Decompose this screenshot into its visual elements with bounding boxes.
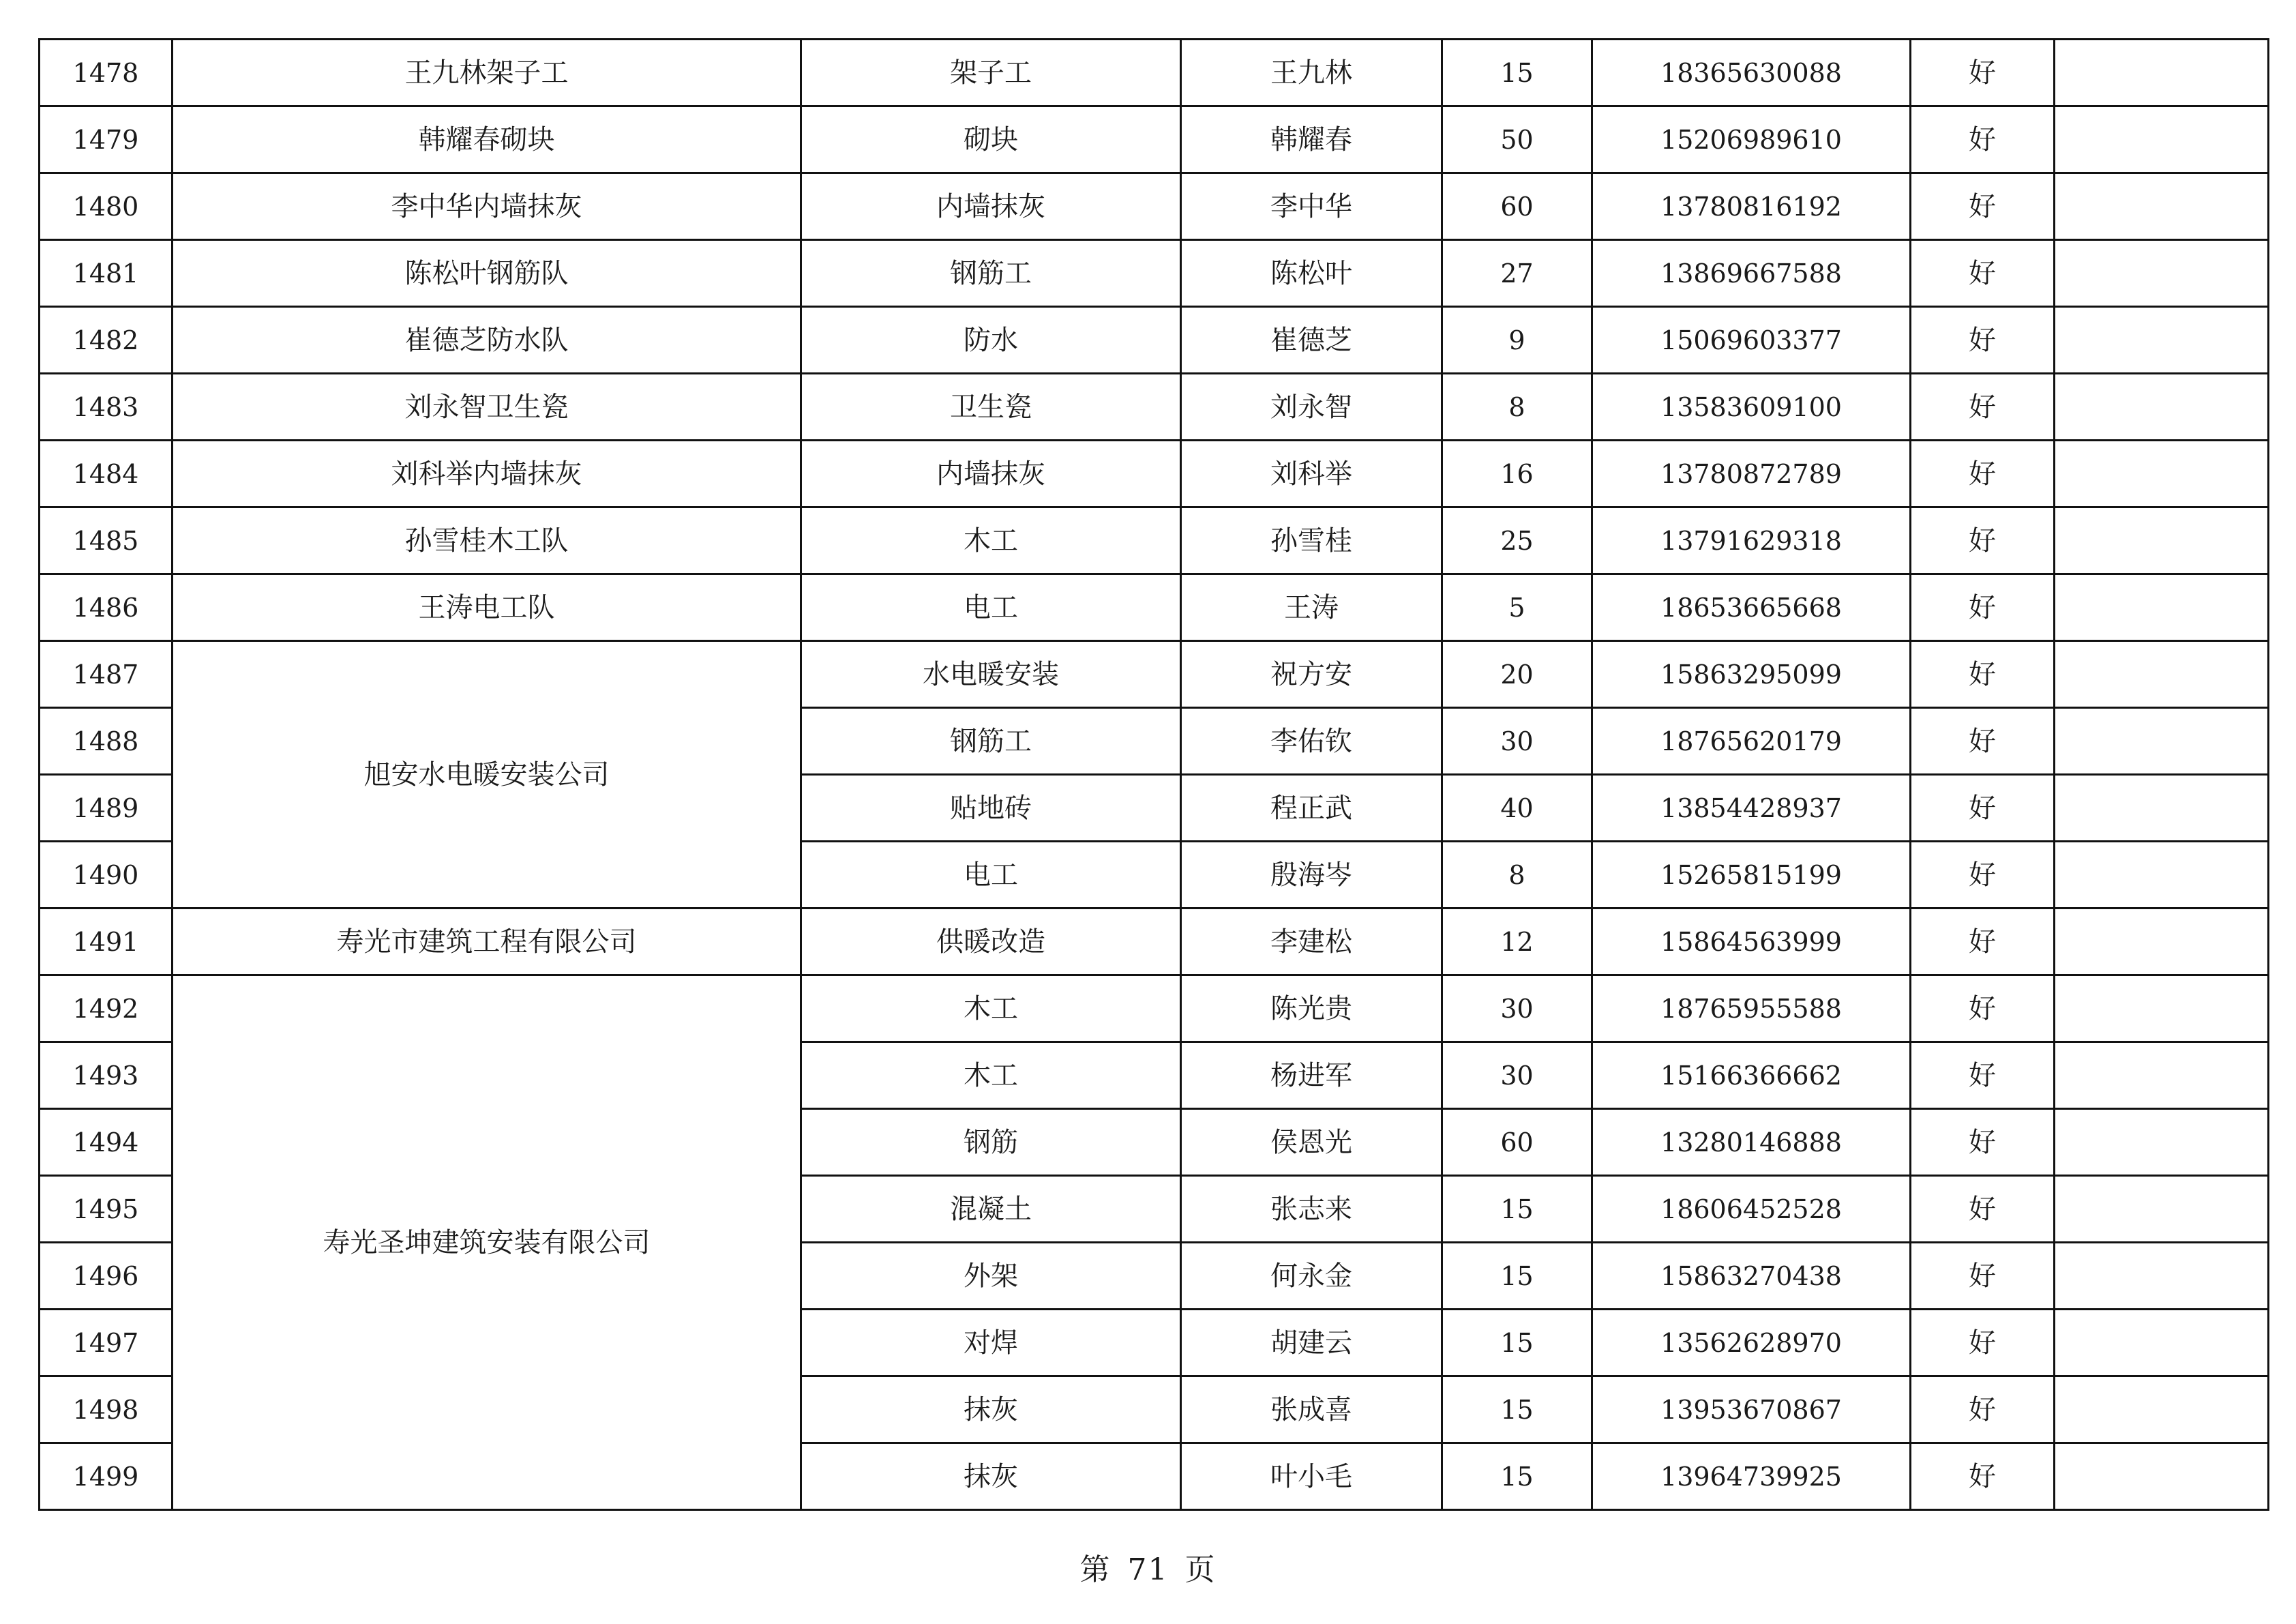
organization-cell: 刘永智卫生瓷 xyxy=(173,374,801,441)
row-number: 1489 xyxy=(40,775,173,842)
phone-cell: 15069603377 xyxy=(1592,307,1911,374)
table-row xyxy=(40,240,2269,307)
rating-cell: 好 xyxy=(1911,1376,2055,1443)
worker-count-cell: 60 xyxy=(1442,173,1592,240)
remark-cell xyxy=(2055,975,2269,1042)
work-type-cell: 对焊 xyxy=(801,1310,1181,1376)
remark-cell xyxy=(2055,507,2269,574)
row-number: 1487 xyxy=(40,641,173,708)
rating-cell: 好 xyxy=(1911,641,2055,708)
contact-name-cell: 李佑钦 xyxy=(1181,708,1442,775)
contractor-table xyxy=(38,38,2269,1511)
worker-count-cell: 30 xyxy=(1442,1042,1592,1109)
phone-cell: 18606452528 xyxy=(1592,1176,1911,1243)
phone-cell: 13280146888 xyxy=(1592,1109,1911,1176)
remark-cell xyxy=(2055,574,2269,641)
phone-cell: 15206989610 xyxy=(1592,106,1911,173)
contact-name-cell: 王涛 xyxy=(1181,574,1442,641)
row-number: 1482 xyxy=(40,307,173,374)
row-number: 1493 xyxy=(40,1042,173,1109)
rating-cell: 好 xyxy=(1911,1176,2055,1243)
rating-cell: 好 xyxy=(1911,775,2055,842)
row-number: 1480 xyxy=(40,173,173,240)
work-type-cell: 抹灰 xyxy=(801,1443,1181,1510)
rating-cell: 好 xyxy=(1911,507,2055,574)
remark-cell xyxy=(2055,641,2269,708)
contact-name-cell: 韩耀春 xyxy=(1181,106,1442,173)
remark-cell xyxy=(2055,1042,2269,1109)
table-row xyxy=(40,40,2269,106)
phone-cell: 15863270438 xyxy=(1592,1243,1911,1310)
phone-cell: 13780872789 xyxy=(1592,441,1911,507)
worker-count-cell: 50 xyxy=(1442,106,1592,173)
row-number: 1490 xyxy=(40,842,173,909)
page-footer xyxy=(0,1545,2296,1589)
rating-cell: 好 xyxy=(1911,909,2055,975)
remark-cell xyxy=(2055,1376,2269,1443)
rating-cell: 好 xyxy=(1911,842,2055,909)
work-type-cell: 木工 xyxy=(801,507,1181,574)
worker-count-cell: 12 xyxy=(1442,909,1592,975)
organization-cell: 寿光市建筑工程有限公司 xyxy=(173,909,801,975)
work-type-cell: 架子工 xyxy=(801,40,1181,106)
work-type-cell: 木工 xyxy=(801,1042,1181,1109)
phone-cell: 15863295099 xyxy=(1592,641,1911,708)
rating-cell: 好 xyxy=(1911,307,2055,374)
worker-count-cell: 15 xyxy=(1442,1443,1592,1510)
contact-name-cell: 叶小毛 xyxy=(1181,1443,1442,1510)
remark-cell xyxy=(2055,441,2269,507)
row-number: 1479 xyxy=(40,106,173,173)
contact-name-cell: 祝方安 xyxy=(1181,641,1442,708)
remark-cell xyxy=(2055,40,2269,106)
organization-cell: 陈松叶钢筋队 xyxy=(173,240,801,307)
remark-cell xyxy=(2055,1176,2269,1243)
phone-cell: 15166366662 xyxy=(1592,1042,1911,1109)
row-number: 1498 xyxy=(40,1376,173,1443)
phone-cell: 18653665668 xyxy=(1592,574,1911,641)
remark-cell xyxy=(2055,1310,2269,1376)
rating-cell: 好 xyxy=(1911,106,2055,173)
remark-cell xyxy=(2055,708,2269,775)
worker-count-cell: 15 xyxy=(1442,1376,1592,1443)
contact-name-cell: 侯恩光 xyxy=(1181,1109,1442,1176)
table-body xyxy=(40,40,2269,1510)
work-type-cell: 内墙抹灰 xyxy=(801,173,1181,240)
row-number: 1484 xyxy=(40,441,173,507)
organization-cell: 王涛电工队 xyxy=(173,574,801,641)
table-row xyxy=(40,909,2269,975)
phone-cell: 15864563999 xyxy=(1592,909,1911,975)
row-number: 1495 xyxy=(40,1176,173,1243)
row-number: 1499 xyxy=(40,1443,173,1510)
organization-cell: 孙雪桂木工队 xyxy=(173,507,801,574)
phone-cell: 18365630088 xyxy=(1592,40,1911,106)
worker-count-cell: 20 xyxy=(1442,641,1592,708)
phone-cell: 13953670867 xyxy=(1592,1376,1911,1443)
row-number: 1491 xyxy=(40,909,173,975)
contact-name-cell: 崔德芝 xyxy=(1181,307,1442,374)
remark-cell xyxy=(2055,775,2269,842)
work-type-cell: 钢筋工 xyxy=(801,708,1181,775)
remark-cell xyxy=(2055,307,2269,374)
row-number: 1485 xyxy=(40,507,173,574)
work-type-cell: 供暖改造 xyxy=(801,909,1181,975)
rating-cell: 好 xyxy=(1911,374,2055,441)
work-type-cell: 砌块 xyxy=(801,106,1181,173)
remark-cell xyxy=(2055,1243,2269,1310)
work-type-cell: 钢筋 xyxy=(801,1109,1181,1176)
rating-cell: 好 xyxy=(1911,1042,2055,1109)
work-type-cell: 贴地砖 xyxy=(801,775,1181,842)
work-type-cell: 卫生瓷 xyxy=(801,374,1181,441)
row-number: 1486 xyxy=(40,574,173,641)
remark-cell xyxy=(2055,909,2269,975)
page-number: 71 xyxy=(1127,1552,1169,1587)
rating-cell: 好 xyxy=(1911,708,2055,775)
worker-count-cell: 25 xyxy=(1442,507,1592,574)
worker-count-cell: 8 xyxy=(1442,374,1592,441)
phone-cell: 18765955588 xyxy=(1592,975,1911,1042)
organization-cell: 寿光圣坤建筑安装有限公司 xyxy=(173,975,801,1510)
contact-name-cell: 殷海岑 xyxy=(1181,842,1442,909)
rating-cell: 好 xyxy=(1911,40,2055,106)
contact-name-cell: 程正武 xyxy=(1181,775,1442,842)
work-type-cell: 外架 xyxy=(801,1243,1181,1310)
table-row xyxy=(40,507,2269,574)
contact-name-cell: 李建松 xyxy=(1181,909,1442,975)
work-type-cell: 钢筋工 xyxy=(801,240,1181,307)
work-type-cell: 电工 xyxy=(801,842,1181,909)
phone-cell: 13869667588 xyxy=(1592,240,1911,307)
phone-cell: 18765620179 xyxy=(1592,708,1911,775)
page-label-suffix: 页 xyxy=(1184,1552,1217,1587)
remark-cell xyxy=(2055,106,2269,173)
contact-name-cell: 王九林 xyxy=(1181,40,1442,106)
row-number: 1497 xyxy=(40,1310,173,1376)
remark-cell xyxy=(2055,240,2269,307)
remark-cell xyxy=(2055,1443,2269,1510)
work-type-cell: 水电暖安装 xyxy=(801,641,1181,708)
contact-name-cell: 孙雪桂 xyxy=(1181,507,1442,574)
organization-cell: 王九林架子工 xyxy=(173,40,801,106)
row-number: 1483 xyxy=(40,374,173,441)
organization-cell: 旭安水电暖安装公司 xyxy=(173,641,801,909)
phone-cell: 13562628970 xyxy=(1592,1310,1911,1376)
organization-cell: 韩耀春砌块 xyxy=(173,106,801,173)
table-row xyxy=(40,574,2269,641)
contact-name-cell: 杨进军 xyxy=(1181,1042,1442,1109)
worker-count-cell: 16 xyxy=(1442,441,1592,507)
worker-count-cell: 15 xyxy=(1442,40,1592,106)
worker-count-cell: 8 xyxy=(1442,842,1592,909)
rating-cell: 好 xyxy=(1911,240,2055,307)
phone-cell: 13964739925 xyxy=(1592,1443,1911,1510)
table-row xyxy=(40,441,2269,507)
phone-cell: 13583609100 xyxy=(1592,374,1911,441)
row-number: 1481 xyxy=(40,240,173,307)
rating-cell: 好 xyxy=(1911,1109,2055,1176)
table-row xyxy=(40,641,2269,708)
worker-count-cell: 9 xyxy=(1442,307,1592,374)
row-number: 1488 xyxy=(40,708,173,775)
organization-cell: 崔德芝防水队 xyxy=(173,307,801,374)
page-label-prefix: 第 xyxy=(1079,1552,1112,1587)
work-type-cell: 电工 xyxy=(801,574,1181,641)
table-row xyxy=(40,106,2269,173)
row-number: 1478 xyxy=(40,40,173,106)
phone-cell: 13791629318 xyxy=(1592,507,1911,574)
table-row xyxy=(40,374,2269,441)
row-number: 1496 xyxy=(40,1243,173,1310)
worker-count-cell: 30 xyxy=(1442,975,1592,1042)
table-row xyxy=(40,975,2269,1042)
worker-count-cell: 15 xyxy=(1442,1176,1592,1243)
work-type-cell: 防水 xyxy=(801,307,1181,374)
row-number: 1492 xyxy=(40,975,173,1042)
work-type-cell: 混凝土 xyxy=(801,1176,1181,1243)
rating-cell: 好 xyxy=(1911,975,2055,1042)
contact-name-cell: 何永金 xyxy=(1181,1243,1442,1310)
remark-cell xyxy=(2055,173,2269,240)
phone-cell: 13780816192 xyxy=(1592,173,1911,240)
table-row xyxy=(40,173,2269,240)
phone-cell: 13854428937 xyxy=(1592,775,1911,842)
contact-name-cell: 刘永智 xyxy=(1181,374,1442,441)
worker-count-cell: 40 xyxy=(1442,775,1592,842)
worker-count-cell: 30 xyxy=(1442,708,1592,775)
worker-count-cell: 15 xyxy=(1442,1310,1592,1376)
organization-cell: 刘科举内墙抹灰 xyxy=(173,441,801,507)
rating-cell: 好 xyxy=(1911,1243,2055,1310)
organization-cell: 李中华内墙抹灰 xyxy=(173,173,801,240)
rating-cell: 好 xyxy=(1911,574,2055,641)
work-type-cell: 内墙抹灰 xyxy=(801,441,1181,507)
worker-count-cell: 27 xyxy=(1442,240,1592,307)
contact-name-cell: 刘科举 xyxy=(1181,441,1442,507)
contact-name-cell: 胡建云 xyxy=(1181,1310,1442,1376)
rating-cell: 好 xyxy=(1911,173,2055,240)
remark-cell xyxy=(2055,1109,2269,1176)
phone-cell: 15265815199 xyxy=(1592,842,1911,909)
worker-count-cell: 60 xyxy=(1442,1109,1592,1176)
worker-count-cell: 15 xyxy=(1442,1243,1592,1310)
rating-cell: 好 xyxy=(1911,1443,2055,1510)
contact-name-cell: 陈松叶 xyxy=(1181,240,1442,307)
rating-cell: 好 xyxy=(1911,441,2055,507)
rating-cell: 好 xyxy=(1911,1310,2055,1376)
remark-cell xyxy=(2055,842,2269,909)
contact-name-cell: 张成喜 xyxy=(1181,1376,1442,1443)
contact-name-cell: 李中华 xyxy=(1181,173,1442,240)
worker-count-cell: 5 xyxy=(1442,574,1592,641)
contact-name-cell: 陈光贵 xyxy=(1181,975,1442,1042)
work-type-cell: 抹灰 xyxy=(801,1376,1181,1443)
table-row xyxy=(40,307,2269,374)
work-type-cell: 木工 xyxy=(801,975,1181,1042)
contact-name-cell: 张志来 xyxy=(1181,1176,1442,1243)
remark-cell xyxy=(2055,374,2269,441)
row-number: 1494 xyxy=(40,1109,173,1176)
